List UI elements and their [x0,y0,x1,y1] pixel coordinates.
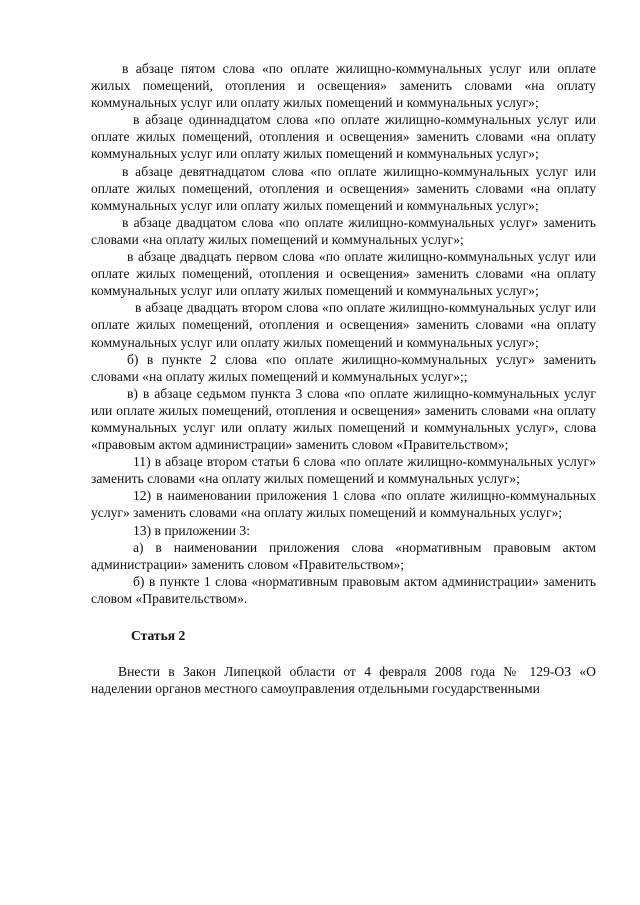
paragraph-2: в абзаце одиннадцатом слова «по оплате жилищно-коммунальных услуг или оплате жилых помещений, отопления и освещения» заменить словами «на оплату коммунальных услуг или оплату жилых помещений и коммунальных услуг»; [91,112,596,162]
paragraph-3: в абзаце девятнадцатом слова «по оплате жилищно-коммунальных услуг или оплате жилых помещений, отопления и освещения» заменить словами «на оплату коммунальных услуг или оплату жилых помещений и коммунальных услуг»; [91,163,596,213]
article-intro: Внести в Закон Липецкой области от 4 февраля 2008 года № 129-ОЗ «О наделении органов местного самоуправления отдельными государственными [91,664,596,697]
paragraph-8: в) в абзаце седьмом пункта 3 слова «по оплате жилищно-коммунальных услуг или оплате жилых помещений, отопления и освещения» заменить словами «на оплату коммунальных услуг или оплату жилых помещений и коммунальных услуг», слова «правовым актом администрации» заменить словом «Правительством»; [91,385,596,453]
paragraph-11: 13) в приложении 3: [133,522,250,538]
document-page [91,60,596,697]
paragraph-5: в абзаце двадцать первом слова «по оплате жилищно-коммунальных услуг или оплате жилых помещений, отопления и освещения» заменить словами «на оплату коммунальных услуг или оплату жилых помещений и коммунальных услуг»; [91,249,596,299]
paragraph-6: в абзаце двадцать втором слова «по оплате жилищно-коммунальных услуг или оплате жилых помещений, отопления и освещения» заменить словами «на оплату коммунальных услуг или оплату жилых помещений и коммунальных услуг»; [91,300,596,350]
article-heading: Статья 2 [131,628,186,643]
paragraph-12: а) в наименовании приложения слова «нормативным правовым актом администрации» заменить словом «Правительством»; [91,539,596,572]
paragraph-10: 12) в наименовании приложения 1 слова «по оплате жилищно-коммунальных услуг» заменить словами «на оплату жилых помещений и коммунальных услуг»; [91,488,596,521]
paragraph-4: в абзаце двадцатом слова «по оплате жилищно-коммунальных услуг» заменить словами «на оплату жилых помещений и коммунальных услуг»; [91,214,596,247]
paragraph-9: 11) в абзаце втором статьи 6 слова «по оплате жилищно-коммунальных услуг» заменить словами «на оплату жилых помещений и коммунальных услуг»; [91,454,596,487]
paragraph-13: б) в пункте 1 слова «нормативным правовым актом администрации» заменить словом «Правительством». [91,573,596,606]
paragraph-7: б) в пункте 2 слова «по оплате жилищно-коммунальных услуг» заменить словами «на оплату жилых помещений и коммунальных услуг»;; [91,351,596,384]
paragraph-1: в абзаце пятом слова «по оплате жилищно-коммунальных услуг или оплате жилых помещений, отопления и освещения» заменить словами «на оплату коммунальных услуг или оплату жилых помещений и коммунальных услуг»; [91,61,596,111]
